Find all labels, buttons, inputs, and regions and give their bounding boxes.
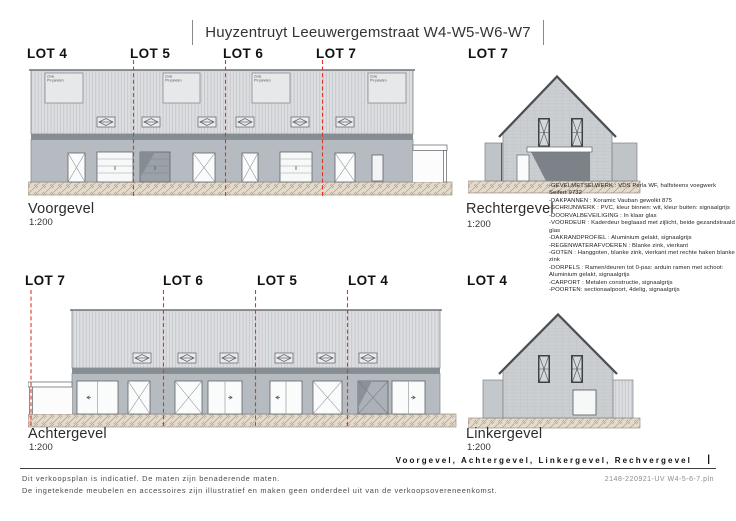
- elevation-scale: 1:200: [29, 442, 53, 453]
- pv-zone-box: [368, 73, 406, 103]
- entry-door: [68, 153, 85, 182]
- pv-zone-label: Zone: [165, 74, 173, 79]
- spec-line: -DORPELS : Ramen/deuren tot 0-pas: arduin ramen met schoot: Aluminium gelakt, signaalgrijs: [549, 264, 724, 279]
- lot-label: LOT 7: [25, 273, 66, 288]
- gable-window: [571, 355, 583, 383]
- spec-line: -DAKRANDPROFIEL : Aluminium gelakt, signaalgrijs: [549, 235, 692, 242]
- entry-door: [335, 153, 355, 182]
- footer-separator: |: [707, 454, 710, 465]
- french-door: [175, 381, 202, 414]
- spec-line: -GEVELMETSELWERK : VDS Perla WF, halfsteens voegwerk Seifert 9732: [549, 183, 717, 197]
- lot-label: LOT 6: [223, 46, 264, 61]
- side-door: [517, 155, 529, 181]
- footer-rule: [20, 468, 716, 469]
- pv-zone-box: [45, 73, 83, 103]
- ground-floor-window: [573, 390, 596, 415]
- gutter-band: [31, 134, 413, 140]
- sliding-door: [77, 381, 118, 414]
- lot-label: LOT 5: [257, 273, 298, 288]
- lot-label: LOT 4: [27, 46, 68, 61]
- entry-door: [242, 153, 258, 182]
- pv-zone-box: [163, 73, 200, 103]
- pv-zone-label: PV-panelen: [254, 78, 271, 83]
- footer-views-line: Voorgevel, Achtergevel, Linkergevel, Rechvergevel: [395, 456, 692, 465]
- gable-window: [538, 355, 550, 383]
- upper-floor-siding: [31, 70, 413, 134]
- footer-file-ref: 2148-220921-UV W4-5-6-7.pln: [604, 476, 714, 483]
- entry-door: [193, 153, 215, 182]
- spec-line: -REGENWATERAFVOEREN : Blanke zink, vierkant: [549, 242, 689, 249]
- pv-zone-label: Zone: [370, 74, 378, 79]
- elevation-scale: 1:200: [29, 217, 53, 228]
- spec-line: -CARPORT : Metalen constructie, signaalgrijs: [549, 279, 673, 286]
- lot-label: LOT 4: [467, 273, 508, 288]
- voorgevel-elevation-drawing: [28, 60, 458, 200]
- carport-roof: [527, 147, 592, 152]
- lot-label: LOT 4: [348, 273, 389, 288]
- pv-zone-box: [252, 73, 290, 103]
- footer-note-2: De ingetekende meubelen en accessoires zijn illustratief en maken geen onderdeel uit van de verkoopsovereneenkomst.: [22, 485, 498, 495]
- lot-label: LOT 6: [163, 273, 204, 288]
- elevation-scale: 1:200: [467, 442, 491, 453]
- pv-zone-label: Zone: [254, 74, 262, 79]
- pv-zone-label: PV-panelen: [370, 78, 387, 83]
- spec-line: -DOORVALBEVEILIGING : In klaar glas: [549, 212, 657, 219]
- lot-label: LOT 5: [130, 46, 171, 61]
- side-wall: [613, 380, 633, 418]
- side-wall: [483, 380, 503, 418]
- sliding-door: [270, 381, 302, 414]
- elevation-scale: 1:200: [467, 219, 491, 230]
- linkergevel-elevation-drawing: [468, 294, 668, 432]
- side-wall: [612, 143, 637, 181]
- side-wall: [485, 143, 503, 181]
- french-door: [313, 381, 342, 414]
- garage-door: [140, 152, 170, 182]
- footer-notes: [22, 473, 497, 496]
- gable-facade: [503, 315, 613, 418]
- sliding-door: [208, 381, 242, 414]
- rechtergevel-elevation-drawing: [468, 66, 668, 196]
- elevation-label: Voorgevel: [28, 201, 95, 217]
- ground-hatch: [28, 182, 452, 195]
- spec-line: -GOTEN : Hanggoten, blanke zink, vierkant met rechte haken blanke zink: [549, 249, 735, 264]
- side-window: [372, 155, 383, 181]
- elevation-label: Rechtergevel: [466, 201, 554, 217]
- french-door: [358, 381, 388, 414]
- materials-spec-list: [549, 183, 735, 295]
- pv-zone-label: PV-panelen: [47, 78, 64, 83]
- pv-zone-label: Zone: [47, 74, 55, 79]
- garage-door: [280, 152, 312, 182]
- carport: [28, 382, 72, 414]
- pv-zone-label: PV-panelen: [165, 78, 182, 83]
- footer-note-1: Dit verkoopsplan is indicatief. De maten zijn benaderende maten.: [22, 474, 281, 483]
- spec-line: -DAKPANNEN : Koramic Vauban gewolkt 875: [549, 197, 673, 204]
- sliding-door: [392, 381, 425, 414]
- spec-line: -SCHRIJNWERK : PVC, kleur binnen: wit, kleur buiten: signaalgrijs: [549, 205, 730, 212]
- lower-floor-wall: [31, 140, 413, 183]
- french-door: [128, 381, 150, 414]
- spec-line: -VOORDEUR : Kaderdeur beglaasd met zijlicht, beide gezandstraald glas: [549, 220, 735, 234]
- spec-line: -POORTEN: sectionaalpoort, 4delig, signaalgrijs: [549, 287, 680, 294]
- gable-window: [538, 118, 550, 147]
- achtergevel-elevation-drawing: [28, 290, 458, 430]
- carport: [413, 145, 447, 182]
- lot-label: LOT 7: [468, 46, 509, 61]
- sheet-title-wrap: [0, 20, 736, 45]
- lot-label: LOT 7: [316, 46, 357, 61]
- elevation-label: Linkergevel: [466, 426, 543, 442]
- gable-window: [571, 118, 583, 147]
- sheet-title: Huyzentruyt Leeuwergemstraat W4-W5-W6-W7: [192, 20, 544, 45]
- garage-door: [97, 152, 133, 182]
- elevation-label: Achtergevel: [28, 426, 107, 442]
